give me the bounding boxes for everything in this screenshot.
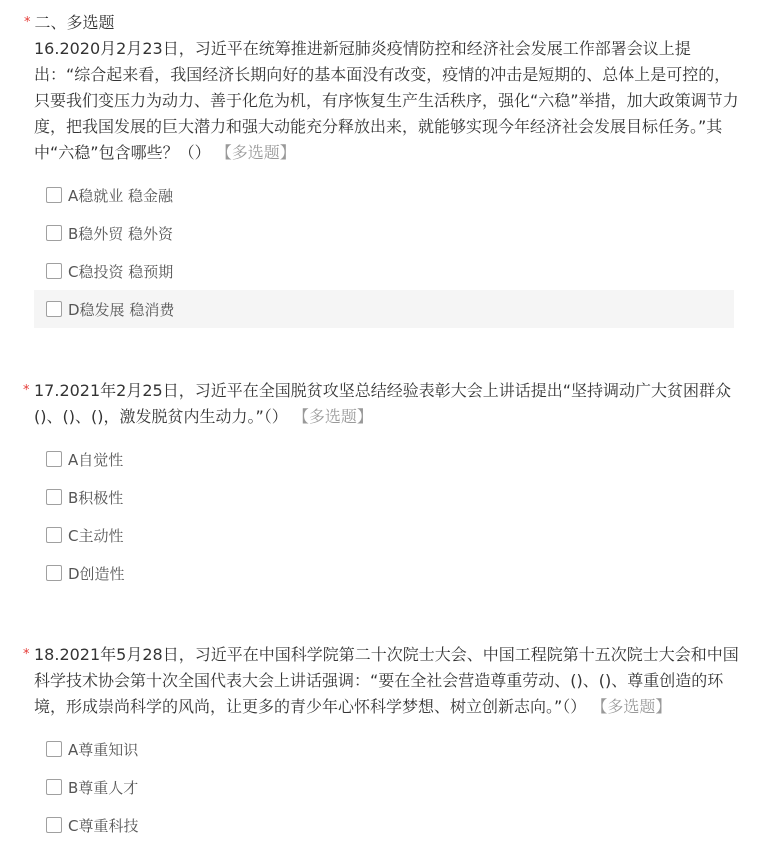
question-text: 18.2021年5月28日，习近平在中国科学院第二十次院士大会、中国工程院第十五次院士大会和中国科学技术协会第十次全国代表大会上讲话强调：“要在全社会营造尊重劳动、()、()、尊重创造的环境，形成崇尚科学的风尚，让更多的青少年心怀科学梦想、树立创新志向。”（） xyxy=(34,645,739,716)
option-label: D创造性 xyxy=(68,564,125,583)
question-type-label: 【多选题】 xyxy=(215,143,296,162)
checkbox[interactable] xyxy=(46,263,62,279)
option-d[interactable] xyxy=(34,554,734,592)
checkbox[interactable] xyxy=(46,817,62,833)
required-mark: * xyxy=(24,15,31,30)
checkbox[interactable] xyxy=(46,451,62,467)
required-mark: * xyxy=(23,383,30,398)
option-label: B积极性 xyxy=(68,488,124,507)
question-type-label: 【多选题】 xyxy=(591,697,672,716)
option-a[interactable] xyxy=(34,176,734,214)
option-label: D稳发展 稳消费 xyxy=(68,300,175,319)
option-label: A稳就业 稳金融 xyxy=(68,186,174,205)
option-d[interactable] xyxy=(34,290,734,328)
option-label: B尊重人才 xyxy=(68,778,139,797)
option-b[interactable] xyxy=(34,214,734,252)
option-b[interactable] xyxy=(34,478,734,516)
option-label: A尊重知识 xyxy=(68,740,139,759)
question-text: 16.2020月2月23日，习近平在统筹推进新冠肺炎疫情防控和经济社会发展工作部署会议上提出：“综合起来看，我国经济长期向好的基本面没有改变，疫情的冲击是短期的、总体上是可控的，只要我们变压力为动力、善于化危为机，有序恢复生产生活秩序，强化“六稳”举措，加大政策调节力度，把我国发展的巨大潜力和强大动能充分释放出来，就能够实现今年经济社会发展目标任务。”其中“六稳”包含哪些？（） xyxy=(34,39,739,162)
option-c[interactable] xyxy=(34,516,734,554)
question-text-wrapper xyxy=(24,378,740,430)
options-list xyxy=(24,176,740,328)
required-mark: * xyxy=(23,647,30,662)
options-list xyxy=(24,730,740,844)
option-label: A自觉性 xyxy=(68,450,124,469)
question-16 xyxy=(24,36,740,328)
checkbox[interactable] xyxy=(46,779,62,795)
checkbox[interactable] xyxy=(46,489,62,505)
question-18 xyxy=(24,642,740,844)
checkbox[interactable] xyxy=(46,225,62,241)
option-a[interactable] xyxy=(34,730,734,768)
question-text-wrapper xyxy=(24,642,740,720)
question-text: 17.2021年2月25日，习近平在全国脱贫攻坚总结经验表彰大会上讲话提出“坚持调动广大贫困群众()、()、()，激发脱贫内生动力。”（） xyxy=(34,381,731,426)
section-title: 二、多选题 xyxy=(34,13,115,32)
option-a[interactable] xyxy=(34,440,734,478)
checkbox[interactable] xyxy=(46,741,62,757)
question-type-label: 【多选题】 xyxy=(292,407,373,426)
option-label: C主动性 xyxy=(68,526,124,545)
option-c[interactable] xyxy=(34,252,734,290)
option-label: B稳外贸 稳外资 xyxy=(68,224,174,243)
option-b[interactable] xyxy=(34,768,734,806)
checkbox[interactable] xyxy=(46,301,62,317)
checkbox[interactable] xyxy=(46,527,62,543)
question-text-wrapper xyxy=(24,36,740,166)
option-label: C尊重科技 xyxy=(68,816,139,835)
option-label: C稳投资 稳预期 xyxy=(68,262,174,281)
option-c[interactable] xyxy=(34,806,734,844)
options-list xyxy=(24,440,740,592)
question-17 xyxy=(24,378,740,592)
checkbox[interactable] xyxy=(46,565,62,581)
section-header xyxy=(24,11,115,35)
checkbox[interactable] xyxy=(46,187,62,203)
